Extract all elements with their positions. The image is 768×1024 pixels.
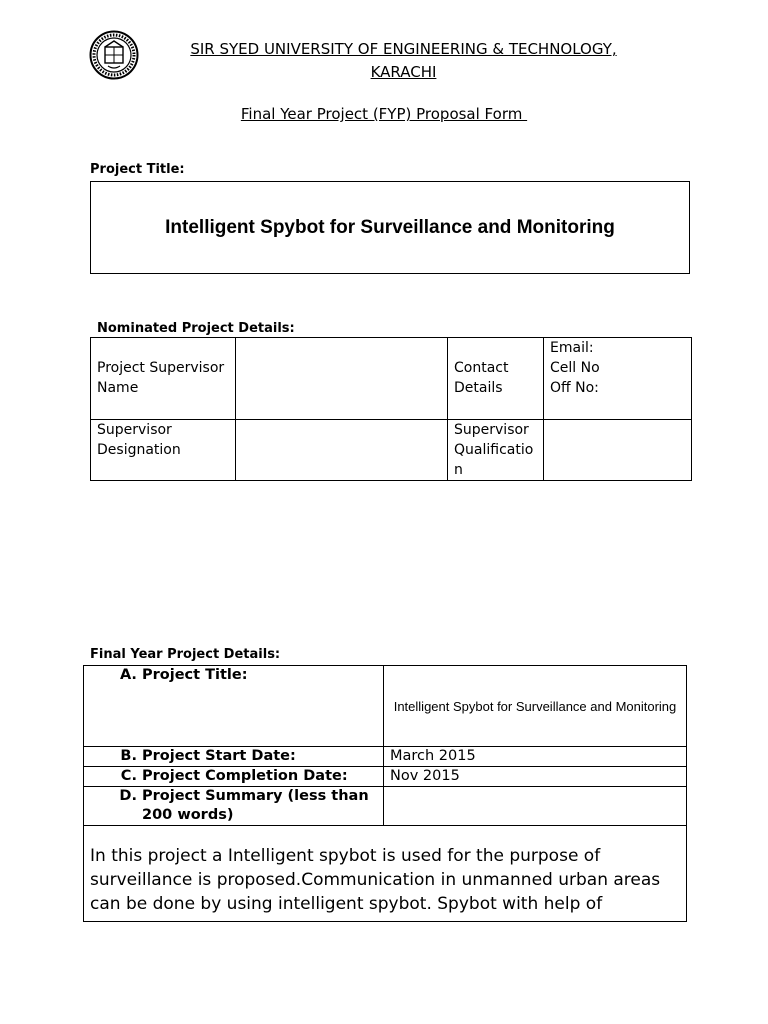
fyp-details-table [83,665,687,922]
fyp-start-date-value[interactable]: March 2015 [384,747,687,767]
university-name-line1: SIR SYED UNIVERSITY OF ENGINEERING & TECHNOLOGY, [190,40,617,58]
fyp-heading: Final Year Project Details: [90,647,281,662]
fyp-start-date-label [84,747,384,767]
project-title-label: Project Title: [90,162,185,177]
nominated-heading: Nominated Project Details: [97,321,295,336]
supervisor-qualification-label: Supervisor Qualification [448,420,544,481]
table-row [84,767,687,787]
supervisor-qualification-field[interactable] [544,420,692,481]
contact-cell-label: Cell No [550,360,600,376]
table-row [84,666,687,747]
supervisor-designation-field[interactable] [236,420,448,481]
table-row [84,826,687,922]
table-row [91,420,692,481]
fyp-summary-label-text: D. Project Summary (less than 200 words) [142,787,377,825]
fyp-title-label [84,666,384,747]
university-logo [89,27,139,83]
fyp-completion-date-label-text: C. Project Completion Date: [142,767,377,786]
project-title-box [90,181,690,274]
fyp-title-value[interactable]: Intelligent Spybot for Surveillance and Monitoring [384,666,687,747]
fyp-start-date-label-text: B. Project Start Date: [142,747,377,766]
contact-details-label: Contact Details [448,338,544,420]
fyp-summary-label [84,787,384,826]
supervisor-name-field[interactable] [236,338,448,420]
fyp-title-label-text: A. Project Title: [142,666,377,685]
project-summary-text[interactable]: In this project a Intelligent spybot is used for the purpose of surveillance is proposed.Communication in unmanned urban areas can be done by using intelligent spybot. Spybot with help of [84,826,687,922]
university-name-line2: KARACHI [370,63,437,81]
fyp-completion-date-label [84,767,384,787]
table-row [91,338,692,420]
contact-email-label: Email: [550,340,594,356]
nominated-details-table [90,337,692,481]
supervisor-designation-label: Supervisor Designation [91,420,236,481]
table-row [84,787,687,826]
project-title-text: Intelligent Spybot for Surveillance and Monitoring [165,216,615,238]
university-name [140,38,667,84]
fyp-summary-value[interactable] [384,787,687,826]
fyp-completion-date-value[interactable]: Nov 2015 [384,767,687,787]
form-title: Final Year Project (FYP) Proposal Form [240,105,528,123]
supervisor-name-label: Project Supervisor Name [91,338,236,420]
contact-details-field[interactable] [544,338,692,420]
contact-office-label: Off No: [550,380,599,396]
table-row [84,747,687,767]
